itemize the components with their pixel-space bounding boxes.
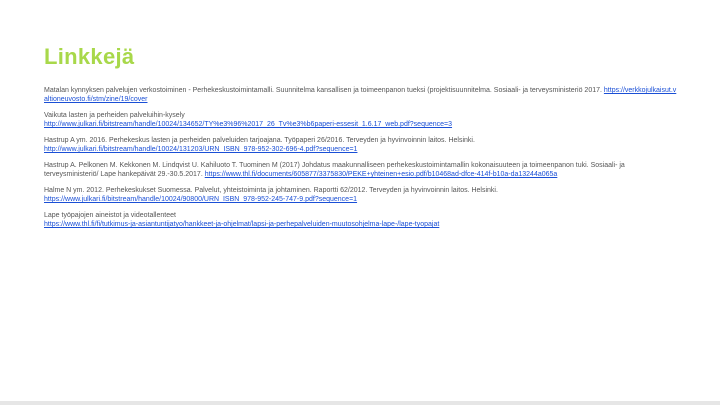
- slide-title: Linkkejä: [44, 44, 135, 69]
- reference-text: Hastrup A. Pelkonen M. Kekkonen M. Lindqvist U. Kahiluoto T. Tuominen M (2017) Johdatus maakunnalliseen perhekeskustoimintamallin kokonaisuuteen ja toimeenpanon tuki. Sosiaali- ja terveysministeriö/ Lape hankepäivät 29.-30.5.2017.: [44, 162, 625, 178]
- reference-text: Lape työpajojen aineistot ja videotallenteet: [44, 212, 176, 219]
- reference-link[interactable]: https://www.thl.fi/documents/605877/3375830/PEKE+yhteinen+esio.pdf/b10468ad-dfce-414f-b10a-da13244a065a: [204, 171, 558, 178]
- reference-item: [44, 111, 680, 129]
- reference-text: Halme N ym. 2012. Perhekeskukset Suomessa. Palvelut, yhteistoiminta ja johtaminen. Raportti 62/2012. Terveyden ja hyvinvoinnin laitos. Helsinki.: [44, 187, 498, 194]
- reference-text: Hastrup A ym. 2016. Perhekeskus lasten ja perheiden palveluiden tarjoajana. Työpaperi 26/2016. Terveyden ja hyvinvoinnin laitos. Helsinki.: [44, 137, 475, 144]
- reference-link[interactable]: https://www.julkari.fi/bitstream/handle/10024/90800/URN_ISBN_978-952-245-747-9.pdf?sequence=1: [44, 196, 358, 203]
- reference-item: [44, 136, 680, 154]
- reference-text: Vaikuta lasten ja perheiden palveluihin-kysely: [44, 112, 185, 119]
- reference-item: [44, 86, 680, 104]
- reference-link[interactable]: https://www.thl.fi/fi/tutkimus-ja-asiantuntijatyo/hankkeet-ja-ohjelmat/lapsi-ja-perhepalveluiden-muutosohjelma-lape-/lape-tyopajat: [44, 221, 440, 228]
- footer-bar: [0, 401, 720, 405]
- reference-link[interactable]: http://www.julkari.fi/bitstream/handle/10024/131203/URN_ISBN_978-952-302-696-4.pdf?sequence=1: [44, 146, 358, 153]
- reference-list: [44, 86, 680, 236]
- reference-item: [44, 211, 680, 229]
- reference-link[interactable]: http://www.julkari.fi/bitstream/handle/10024/134652/TY%e3%96%2017_26_Tv%e3%b6paperi-essesit_1.6.17_web.pdf?sequence=3: [44, 121, 453, 128]
- reference-item: [44, 186, 680, 204]
- reference-link[interactable]: https://verkkojulkaisut.valtioneuvosto.fi/stm/zine/19/cover: [44, 87, 677, 103]
- reference-item: [44, 161, 680, 179]
- reference-text: Matalan kynnyksen palvelujen verkostoiminen - Perhekeskustoimintamalli. Suunnitelma kansallisen ja toimeenpanon tueksi (projektisuunnitelma. Sosiaali- ja terveysministeriö 2017.: [44, 87, 602, 94]
